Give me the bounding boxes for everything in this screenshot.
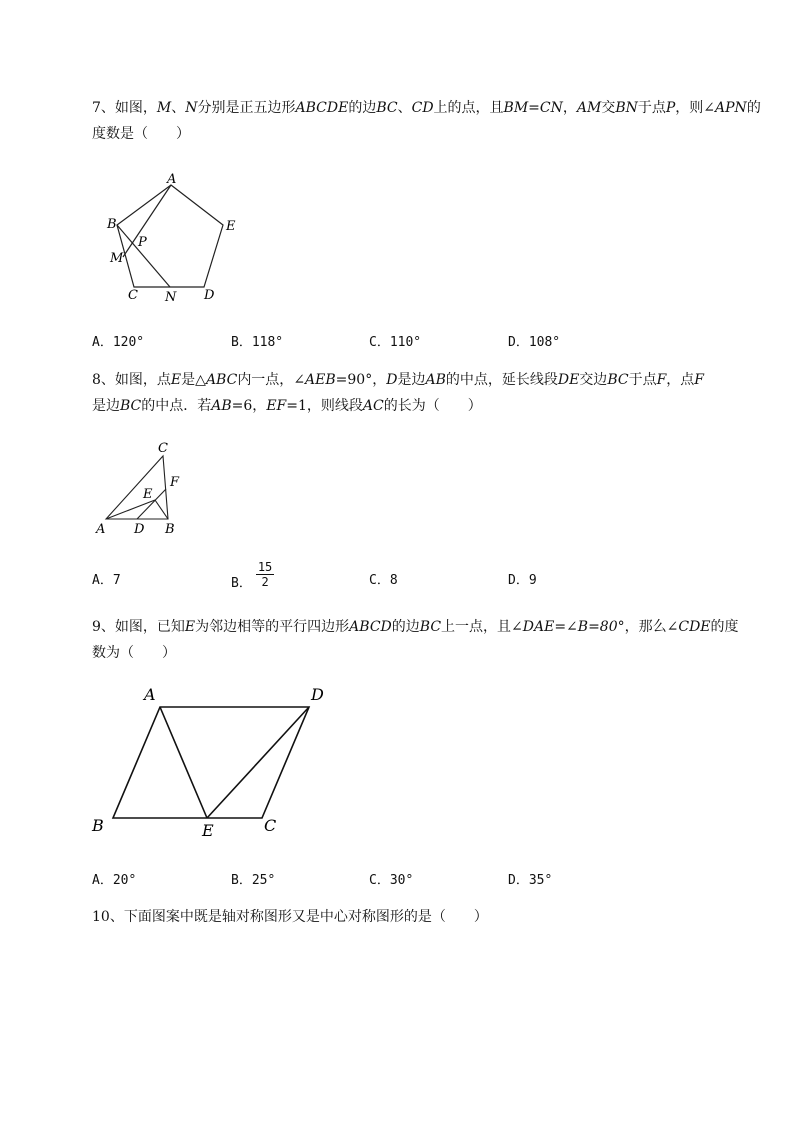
label-a: A	[167, 172, 177, 187]
label-a: A	[144, 685, 156, 704]
label-c: C	[158, 441, 168, 456]
q7-option-a[interactable]: A．120°	[92, 335, 145, 350]
label-c: C	[264, 816, 277, 835]
q8-triangle-figure	[92, 436, 192, 540]
label-b: B	[92, 816, 104, 835]
q9-option-a[interactable]: A．20°	[92, 873, 137, 888]
label-a: A	[96, 522, 106, 537]
segment-de	[207, 707, 309, 818]
label-e: E	[202, 821, 214, 840]
parallelogram-abcd	[113, 707, 309, 818]
q9-option-c[interactable]: C．30°	[369, 873, 414, 888]
label-f: F	[170, 475, 180, 490]
q9-option-d[interactable]: D．35°	[508, 873, 553, 888]
pentagon-abcde	[117, 185, 223, 287]
label-c: C	[128, 288, 138, 303]
q9-option-b[interactable]: B．25°	[231, 873, 276, 888]
q8-option-c[interactable]: C．8	[369, 573, 398, 588]
q9-options	[92, 869, 712, 893]
segment-am	[123, 185, 171, 257]
q7-stem-line2: 度数是（ ）	[92, 126, 190, 142]
q7-option-d[interactable]: D．108°	[508, 335, 561, 350]
q8-option-d[interactable]: D．9	[508, 573, 537, 588]
triangle-abc	[106, 456, 168, 519]
q7-option-c[interactable]: C．110°	[369, 335, 422, 350]
q10-stem: 10、下面图案中既是轴对称图形又是中心对称图形的是（ ）	[92, 909, 488, 925]
q8-option-b[interactable]: B． $\frac{15}{2}$	[231, 560, 273, 591]
label-d: D	[204, 288, 215, 303]
q7-options	[92, 331, 712, 355]
q8-option-a[interactable]: A．7	[92, 573, 121, 588]
label-b: B	[165, 522, 175, 537]
label-e: E	[226, 219, 236, 234]
q8-option-b-fraction: $\frac{15}{2}$	[257, 560, 273, 589]
label-n: N	[165, 290, 177, 305]
q8-stem-line1: 8、如图，点E是△ABC内一点，∠AEB=90°，D是边AB的中点，延长线段DE交边BC于点F，点F	[92, 372, 705, 388]
segment-ae	[160, 707, 207, 818]
q9-stem-line2: 数为（ ）	[92, 645, 176, 661]
label-d: D	[311, 685, 324, 704]
label-e: E	[143, 487, 153, 502]
label-b: B	[107, 217, 117, 232]
q8-stem-line2: 是边BC的中点．若AB=6，EF=1，则线段AC的长为（ ）	[92, 398, 482, 414]
segment-eb	[155, 500, 168, 519]
label-p: P	[138, 235, 147, 250]
label-d: D	[134, 522, 145, 537]
q9-stem-line1: 9、如图，已知E为邻边相等的平行四边形ABCD的边BC上一点，且∠DAE=∠B=80°，那么∠CDE的度	[92, 619, 739, 635]
q8-options	[92, 560, 712, 600]
q7-option-b[interactable]: B．118°	[231, 335, 284, 350]
q7-stem-line1: 7、如图，M、N分别是正五边形ABCDE的边BC、CD上的点，且BM=CN，AM交BN于点P，则∠APN的	[92, 100, 761, 116]
segment-ae	[106, 500, 155, 519]
q9-parallelogram-figure	[86, 682, 336, 842]
label-m: M	[110, 251, 124, 266]
q7-pentagon-figure	[104, 170, 249, 305]
